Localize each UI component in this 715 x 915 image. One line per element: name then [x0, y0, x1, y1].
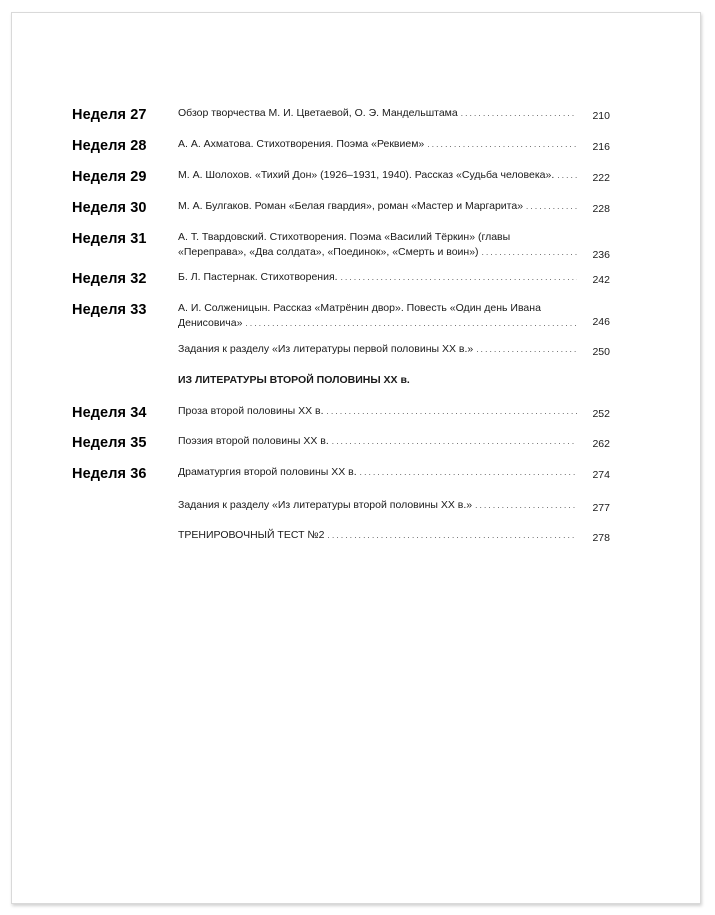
toc-entry[interactable] — [178, 199, 577, 214]
entry-title: Обзор творчества М. И. Цветаевой, О. Э. Мандельштама — [178, 107, 458, 119]
page-number: 262 — [592, 438, 610, 450]
week-label: Неделя 34 — [72, 405, 147, 421]
toc-entry[interactable] — [178, 230, 577, 260]
entry-title: Б. Л. Пастернак. Стихотворения. — [178, 271, 338, 283]
page-number: 210 — [592, 110, 610, 122]
entry-title: ТРЕНИРОВОЧНЫЙ ТЕСТ №2 — [178, 529, 325, 541]
page-number: 228 — [592, 203, 610, 215]
entry-title: М. А. Шолохов. «Тихий Дон» (1926–1931, 1940). Рассказ «Судьба человека». — [178, 169, 555, 181]
toc-entry[interactable] — [178, 342, 577, 357]
toc-entry[interactable] — [178, 270, 577, 285]
entry-title: Драматургия второй половины XX в. — [178, 466, 357, 478]
leader-dots — [328, 528, 577, 543]
week-label: Неделя 35 — [72, 435, 147, 451]
entry-title-line: А. Т. Твардовский. Стихотворения. Поэма «Василий Тёркин» (главы — [178, 231, 511, 243]
document-page — [11, 12, 701, 904]
leader-dots — [332, 434, 577, 449]
toc-entry[interactable] — [178, 434, 577, 449]
week-label: Неделя 28 — [72, 138, 147, 154]
page-number: 274 — [592, 469, 610, 481]
leader-dots — [341, 270, 577, 285]
toc-entry[interactable] — [178, 106, 577, 121]
leader-dots — [427, 137, 577, 152]
week-label: Неделя 27 — [72, 107, 147, 123]
week-label: Неделя 29 — [72, 169, 147, 185]
page-number: 246 — [592, 316, 610, 328]
entry-title-line: Денисовича» — [178, 317, 243, 329]
page-number: 252 — [592, 408, 610, 420]
week-label: Неделя 33 — [72, 302, 147, 318]
entry-title-line: «Переправа», «Два солдата», «Поединок», «Смерть и воин») — [178, 246, 479, 258]
leader-dots — [327, 404, 577, 419]
week-label: Неделя 31 — [72, 231, 147, 247]
page-number: 277 — [592, 502, 610, 514]
toc-entry[interactable] — [178, 168, 577, 183]
entry-title: М. А. Булгаков. Роман «Белая гвардия», роман «Мастер и Маргарита» — [178, 200, 524, 212]
entry-title: Задания к разделу «Из литературы второй половины XX в.» — [178, 499, 473, 511]
entry-title: Проза второй половины XX в. — [178, 405, 324, 417]
section-heading: ИЗ ЛИТЕРАТУРЫ ВТОРОЙ ПОЛОВИНЫ XX в. — [178, 374, 410, 386]
entry-title: Поэзия второй половины XX в. — [178, 435, 329, 447]
leader-dots — [461, 106, 577, 121]
toc-entry[interactable] — [178, 301, 577, 331]
toc-entry[interactable] — [178, 137, 577, 152]
page-number: 250 — [592, 346, 610, 358]
page-number: 216 — [592, 141, 610, 153]
week-label: Неделя 30 — [72, 200, 147, 216]
leader-dots — [476, 342, 577, 357]
leader-dots — [475, 498, 577, 513]
page-number: 236 — [592, 249, 610, 261]
entry-title: Задания к разделу «Из литературы первой половины XX в.» — [178, 343, 474, 355]
leader-dots — [482, 245, 577, 260]
toc-entry[interactable] — [178, 404, 577, 419]
page-number: 278 — [592, 532, 610, 544]
leader-dots — [245, 316, 577, 331]
week-label: Неделя 32 — [72, 271, 147, 287]
page-number: 242 — [592, 274, 610, 286]
toc-entry[interactable] — [178, 465, 577, 480]
leader-dots — [526, 199, 577, 214]
entry-title-line: А. И. Солженицын. Рассказ «Матрёнин двор». Повесть «Один день Ивана — [178, 302, 541, 314]
toc-entry[interactable] — [178, 528, 577, 543]
entry-title: А. А. Ахматова. Стихотворения. Поэма «Реквием» — [178, 138, 425, 150]
leader-dots — [360, 465, 577, 480]
toc-entry[interactable] — [178, 498, 577, 513]
page-number: 222 — [592, 172, 610, 184]
week-label: Неделя 36 — [72, 466, 147, 482]
leader-dots — [557, 168, 577, 183]
